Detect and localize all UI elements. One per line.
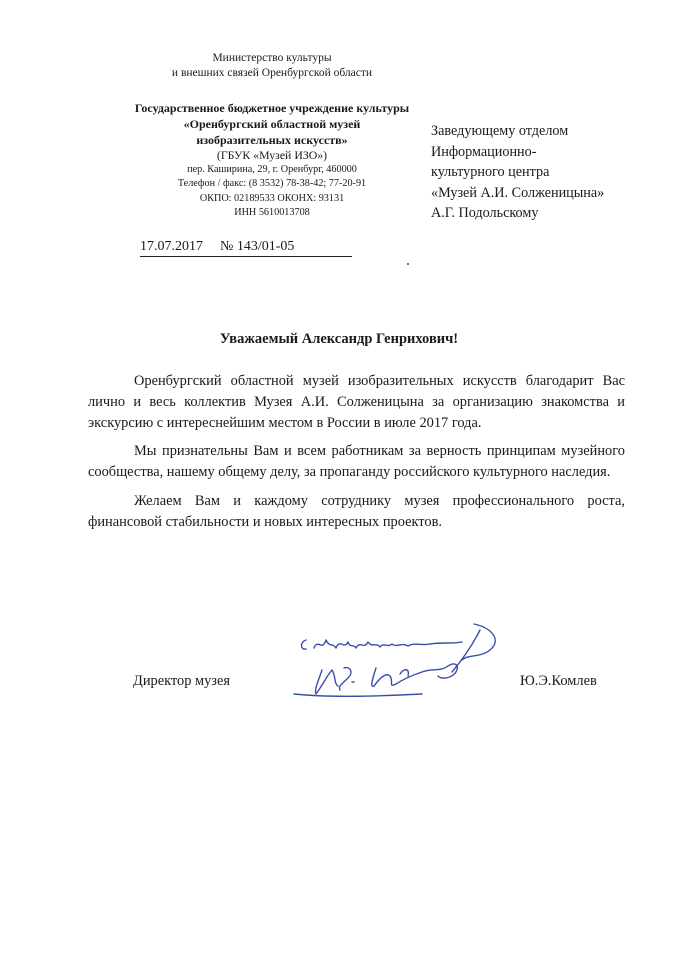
institution-phone: Телефон / факс: (8 3532) 78-38-42; 77-20-91 <box>177 178 367 190</box>
salutation: Уважаемый Александр Генрихович! <box>219 331 459 347</box>
institution-address: пер. Каширина, 29, г. Оренбург, 460000 <box>187 164 357 175</box>
signatory-title: Директор музея <box>133 673 230 689</box>
institution-line-3: изобразительных искусств» <box>196 133 348 147</box>
recipient-line-1: Заведующему отделом <box>431 123 569 139</box>
recipient-block <box>431 121 671 224</box>
document-date: 17.07.2017 <box>140 239 203 254</box>
document-number: № 143/01-05 <box>220 239 295 254</box>
paragraph: Оренбургский областной музей изобразительных искусств благодарит Вас лично и весь коллектив Музея А.И. Солженицына за организацию знакомства и экскурсию с интереснейшим местом в России в июле 2017 года. <box>88 373 625 431</box>
institution-codes: ОКПО: 02189533 ОКОНХ: 93131 <box>199 192 345 204</box>
recipient-line-3: культурного центра <box>431 164 550 180</box>
institution-name <box>92 100 452 148</box>
ministry-line-2: и внешних связей Оренбургской области <box>171 67 373 79</box>
document-date-number <box>140 239 352 257</box>
institution-line-2: «Оренбургский областной музей <box>183 117 361 131</box>
paragraph: Желаем Вам и каждому сотруднику музея профессионального роста, финансовой стабильности и новых интересных проектов. <box>88 492 625 530</box>
recipient-line-2: Информационно- <box>431 143 537 160</box>
recipient-line-5: А.Г. Подольскому <box>431 205 539 221</box>
signatory-name: Ю.Э.Комлев <box>520 673 597 689</box>
ministry-line-1: Министерство культуры <box>212 52 332 64</box>
handwritten-signature <box>292 620 507 704</box>
letter-body <box>88 371 625 541</box>
scan-speck <box>407 263 409 265</box>
paragraph: Мы признательны Вам и всем работникам за верность принципам музейного сообщества, нашему общему делу, за пропаганду российского культурного наследия. <box>88 443 625 481</box>
letterhead <box>92 51 452 221</box>
institution-inn: ИНН 5610013708 <box>234 207 310 219</box>
institution-line-1: Государственное бюджетное учреждение культуры <box>134 101 410 115</box>
recipient-line-4: «Музей А.И. Солженицына» <box>431 184 605 201</box>
institution-abbreviation: (ГБУК «Музей ИЗО») <box>216 148 328 162</box>
